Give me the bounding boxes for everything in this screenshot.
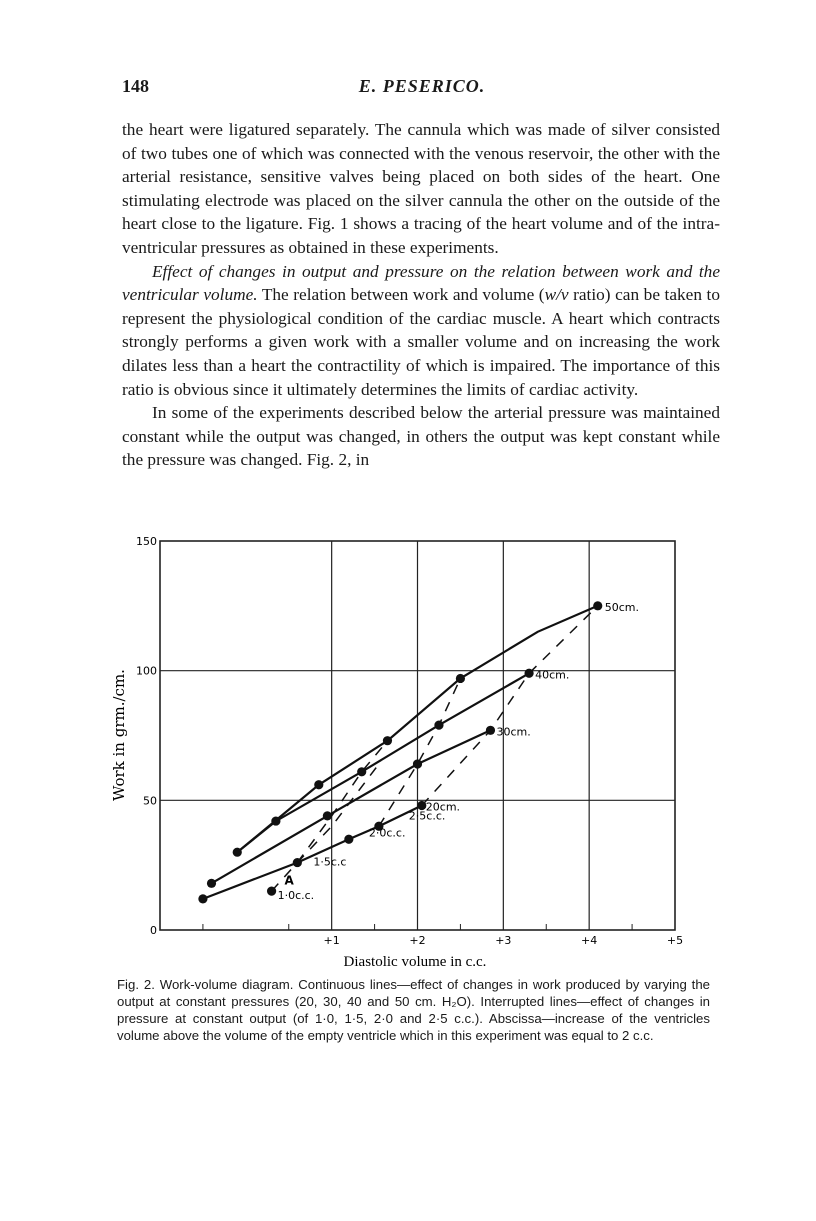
data-point [486, 726, 495, 735]
series-label: 50cm. [604, 600, 640, 614]
chart-lines [203, 606, 598, 899]
series-label: 2·0c.c. [368, 826, 406, 840]
data-point [357, 767, 366, 776]
page-number: 148 [122, 76, 149, 96]
x-axis-label: Diastolic volume in c.c. [343, 954, 487, 970]
series-label: 30cm. [496, 725, 531, 739]
series-label: 2·5c.c. [408, 809, 446, 823]
annotation-label: A [284, 873, 294, 888]
paragraph-3: In some of the experiments described below the arterial pressure was maintained constant while the output was changed, in others the output was kept constant while the pressure was changed. Fig. 2, in [122, 403, 720, 470]
data-point [344, 835, 353, 844]
x-tick-label: +1 [323, 934, 340, 947]
x-tick-label: +4 [581, 934, 598, 947]
data-point [207, 879, 216, 888]
chart-ticks [136, 535, 683, 947]
series-label: 1·0c.c. [277, 889, 315, 903]
y-tick-label: 150 [136, 535, 157, 548]
data-point [323, 811, 332, 820]
caption-lead: Fig. 2. [117, 977, 155, 992]
data-point [413, 759, 422, 768]
series-label: 20cm. [425, 800, 461, 814]
data-point [293, 858, 302, 867]
y-tick-label: 0 [150, 924, 157, 937]
series-line [272, 764, 379, 891]
y-tick-label: 50 [143, 794, 157, 808]
series-label: 40cm. [535, 668, 570, 682]
data-point [267, 887, 276, 896]
x-tick-label: +5 [666, 934, 684, 947]
chart-markers [198, 601, 602, 903]
data-point [524, 669, 533, 678]
data-point [314, 780, 323, 789]
data-point [434, 721, 443, 730]
data-point [271, 816, 280, 825]
x-tick-label: +2 [409, 934, 426, 947]
chart-grid [160, 541, 675, 930]
section-heading: Effect of changes in output and pressure on the relation between work and the ventricular volume. [122, 261, 720, 305]
data-point [456, 674, 465, 683]
paragraph-2-pre: The relation between work and volume ( [261, 285, 545, 305]
caption-text: Work-volume diagram. Continuous lines—effect of changes in work produced by varying the output at constant pressures (20, 30, 40 and 50 cm. H₂O). Interrupted lines—effect of changes in pressure at constant output (of 1·0, 1·5, 2·0 and 2·5 c.c.). Abscissa—increase of the ventricles volume above the volume of the empty ventricle which in this experiment was equal to 2 c.c. [117, 977, 710, 1043]
paragraph-1: the heart were ligatured separately. The cannula which was made of silver consisted of two tubes one of which was connected with the venous reservoir, the other with the arterial resistance, sensitive valves being placed on both sides of the heart. One stimulating electrode was placed on the silver cannula the other on the outside of the heart close to the ligature. Fig. 1 shows a tracing of the heart volume and of the intra-ventricular pressures as obtained in these experiments. [122, 120, 720, 257]
y-tick-label: 100 [136, 664, 157, 678]
data-point [198, 894, 207, 903]
ratio-term: w/v [544, 285, 569, 305]
x-tick-label: +3 [495, 934, 512, 947]
data-point [593, 601, 602, 610]
series-label: 1·5c.c [313, 855, 347, 869]
data-point [383, 736, 392, 745]
figure-caption [117, 976, 710, 1044]
y-axis-label: Work in grm./cm. [110, 669, 128, 801]
paragraph-2-post: ratio) can be taken to represent the physiological condition of the cardiac muscle. A heart which contracts strongly performs a given work with a smaller volume and on increasing the work dilates less than a heart the contractility of which is impaired. The importance of this ratio is obvious since it ultimately determines the limits of cardiac activity. [122, 285, 720, 399]
data-point [233, 848, 242, 857]
running-head: E. PESERICO. [358, 76, 486, 96]
